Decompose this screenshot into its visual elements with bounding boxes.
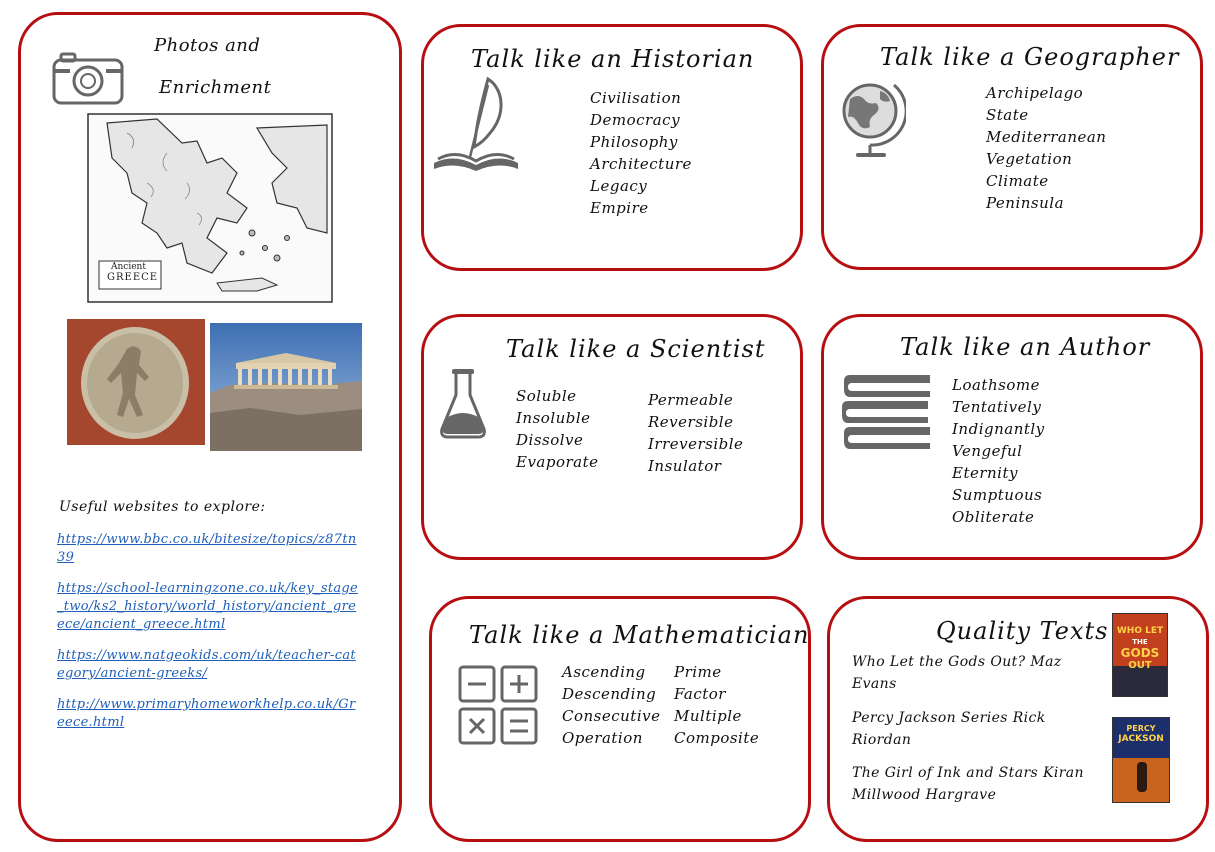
maths-word-8: Composite — [674, 729, 760, 747]
maths-word-5: Prime — [674, 663, 722, 681]
historian-word-6: Empire — [590, 199, 649, 217]
book2-line-2: JACKSON — [1118, 734, 1164, 744]
historian-word-5: Legacy — [590, 177, 648, 195]
maths-word-2: Descending — [562, 685, 657, 703]
historian-word-2: Democracy — [590, 111, 681, 129]
geographer-word-1: Archipelago — [986, 84, 1084, 102]
maths-word-3: Consecutive — [562, 707, 661, 725]
book-cover-percy-jackson — [1112, 717, 1170, 803]
book1-line-3: GODS — [1120, 646, 1160, 660]
book1-line-1: WHO LET — [1116, 626, 1164, 636]
book-cover-who-let-the-gods-out — [1112, 613, 1168, 697]
quality-text-1: Who Let the Gods Out? Maz Evans — [852, 654, 1062, 692]
maths-word-7: Multiple — [674, 707, 742, 725]
historian-word-1: Civilisation — [590, 89, 682, 107]
historian-title: Talk like an Historian — [471, 45, 755, 73]
historian-words — [590, 87, 692, 219]
scientist-word-1: Soluble — [516, 387, 577, 405]
quality-texts-panel — [827, 596, 1209, 842]
scientist-words-col1 — [516, 385, 599, 473]
geographer-words — [986, 82, 1106, 214]
websites-heading: Useful websites to explore: — [59, 499, 266, 515]
photos-title-line1: Photos and — [154, 35, 261, 56]
maths-word-1: Ascending — [562, 663, 646, 681]
book1-line-2: THE — [1132, 638, 1148, 646]
scientist-word-4: Evaporate — [516, 453, 599, 471]
flask-icon — [438, 367, 488, 439]
book1-line-4: OUT — [1128, 660, 1152, 671]
link-learningzone[interactable]: https://school-learningzone.co.uk/key_stage_two/ks2_history/world_history/ancient_greece/ancient_greece.html — [57, 581, 359, 632]
book2-line-1: PERCY — [1126, 724, 1156, 733]
photos-title-line2: Enrichment — [159, 77, 272, 98]
camera-icon — [51, 50, 125, 106]
map-label-bottom: GREECE — [107, 272, 159, 283]
globe-icon — [836, 77, 906, 159]
quill-book-icon — [430, 75, 522, 171]
mathematician-title: Talk like a Mathematician — [469, 621, 810, 649]
photos-enrichment-panel — [18, 12, 402, 842]
maths-word-6: Factor — [674, 685, 726, 703]
scientist-word-2: Insoluble — [516, 409, 591, 427]
historian-word-3: Philosophy — [590, 133, 678, 151]
author-title: Talk like an Author — [900, 333, 1151, 361]
math-operators-icon — [458, 665, 540, 747]
scientist-word-3: Dissolve — [516, 431, 584, 449]
scientist-panel — [421, 314, 803, 560]
quality-text-2: Percy Jackson Series Rick Riordan — [852, 710, 1046, 748]
geographer-word-6: Peninsula — [986, 194, 1065, 212]
geographer-title: Talk like a Geographer — [880, 43, 1180, 71]
author-word-6: Sumptuous — [952, 486, 1043, 504]
mathematician-words-col1 — [562, 661, 660, 749]
scientist-word-8: Insulator — [648, 457, 722, 475]
ancient-coin-photo — [67, 319, 205, 445]
author-word-7: Obliterate — [952, 508, 1035, 526]
author-panel — [821, 314, 1203, 560]
geographer-word-2: State — [986, 106, 1029, 124]
mathematician-words-col2 — [674, 661, 759, 749]
scientist-word-5: Permeable — [648, 391, 734, 409]
quality-texts-title: Quality Texts — [936, 617, 1109, 645]
author-words — [952, 374, 1045, 528]
geographer-panel — [821, 24, 1203, 270]
scientist-words-col2 — [648, 389, 743, 477]
link-bbc-bitesize[interactable]: https://www.bbc.co.uk/bitesize/topics/z87tn39 — [57, 532, 357, 565]
author-word-5: Eternity — [952, 464, 1018, 482]
books-stack-icon — [838, 373, 936, 451]
scientist-title: Talk like a Scientist — [506, 335, 766, 363]
quality-text-3: The Girl of Ink and Stars Kiran Millwood Hargrave — [852, 765, 1084, 803]
map-label-top: Ancient — [111, 262, 146, 272]
geographer-word-4: Vegetation — [986, 150, 1073, 168]
mathematician-panel — [429, 596, 811, 842]
author-word-3: Indignantly — [952, 420, 1045, 438]
geographer-word-3: Mediterranean — [986, 128, 1107, 146]
author-word-2: Tentatively — [952, 398, 1042, 416]
historian-panel — [421, 24, 803, 271]
link-natgeokids[interactable]: https://www.natgeokids.com/uk/teacher-category/ancient-greeks/ — [57, 648, 356, 681]
links-list — [57, 531, 361, 745]
maths-word-4: Operation — [562, 729, 643, 747]
link-primaryhomeworkhelp[interactable]: http://www.primaryhomeworkhelp.co.uk/Greece.html — [57, 697, 356, 730]
geographer-word-5: Climate — [986, 172, 1049, 190]
scientist-word-6: Reversible — [648, 413, 734, 431]
historian-word-4: Architecture — [590, 155, 692, 173]
author-word-4: Vengeful — [952, 442, 1023, 460]
author-word-1: Loathsome — [952, 376, 1040, 394]
parthenon-photo — [210, 323, 362, 451]
scientist-word-7: Irreversible — [648, 435, 744, 453]
